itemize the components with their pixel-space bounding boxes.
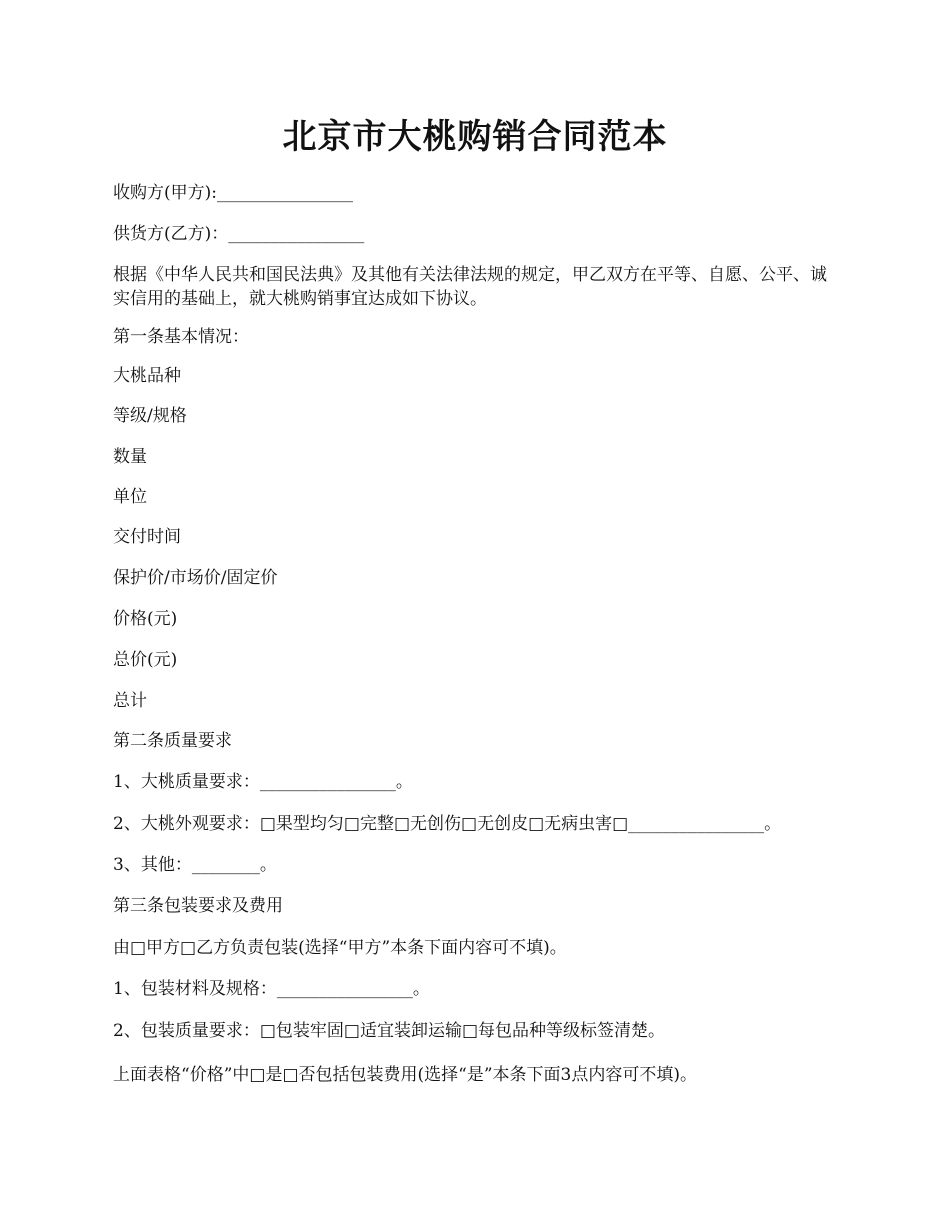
field-peach-variety: 大桃品种 — [113, 366, 181, 386]
quality-requirement-3: 3、其他：________。 — [113, 855, 277, 875]
field-grand-total: 总计 — [113, 691, 147, 711]
field-unit-price: 价格(元) — [113, 609, 178, 629]
field-grade-spec: 等级/规格 — [113, 406, 187, 426]
seller-party-line: 供货方(乙方)：________________ — [113, 224, 365, 244]
field-delivery-time: 交付时间 — [113, 527, 181, 547]
packaging-cost-note: 上面表格“价格”中□是□否包括包装费用(选择“是”本条下面3点内容可不填)。 — [113, 1065, 697, 1085]
quality-requirement-1: 1、大桃质量要求：________________。 — [113, 772, 413, 792]
article-three-heading: 第三条包装要求及费用 — [113, 896, 283, 916]
document-title: 北京市大桃购销合同范本 — [282, 117, 668, 157]
preamble-paragraph: 根据《中华人民共和国民法典》及其他有关法律法规的规定，甲乙双方在平等、自愿、公平、诚实信用的基础上，就大桃购销事宜达成如下协议。 — [113, 265, 827, 309]
field-quantity: 数量 — [113, 447, 147, 467]
field-price-type: 保护价/市场价/固定价 — [113, 568, 278, 588]
packaging-quality-line: 2、包装质量要求：□包装牢固□适宜装卸运输□每包品种等级标签清楚。 — [113, 1021, 666, 1041]
buyer-party-line: 收购方(甲方):________________ — [113, 183, 353, 203]
article-one-heading: 第一条基本情况： — [113, 327, 249, 347]
packaging-material-line: 1、包装材料及规格：________________。 — [113, 979, 430, 999]
quality-requirement-2: 2、大桃外观要求：□果型均匀□完整□无创伤□无创皮□无病虫害□________________。 — [113, 814, 782, 834]
packaging-responsibility: 由□甲方□乙方负责包装(选择“甲方”本条下面内容可不填)。 — [113, 938, 567, 958]
field-unit: 单位 — [113, 487, 147, 507]
field-total-price: 总价(元) — [113, 650, 178, 670]
article-two-heading: 第二条质量要求 — [113, 731, 232, 751]
